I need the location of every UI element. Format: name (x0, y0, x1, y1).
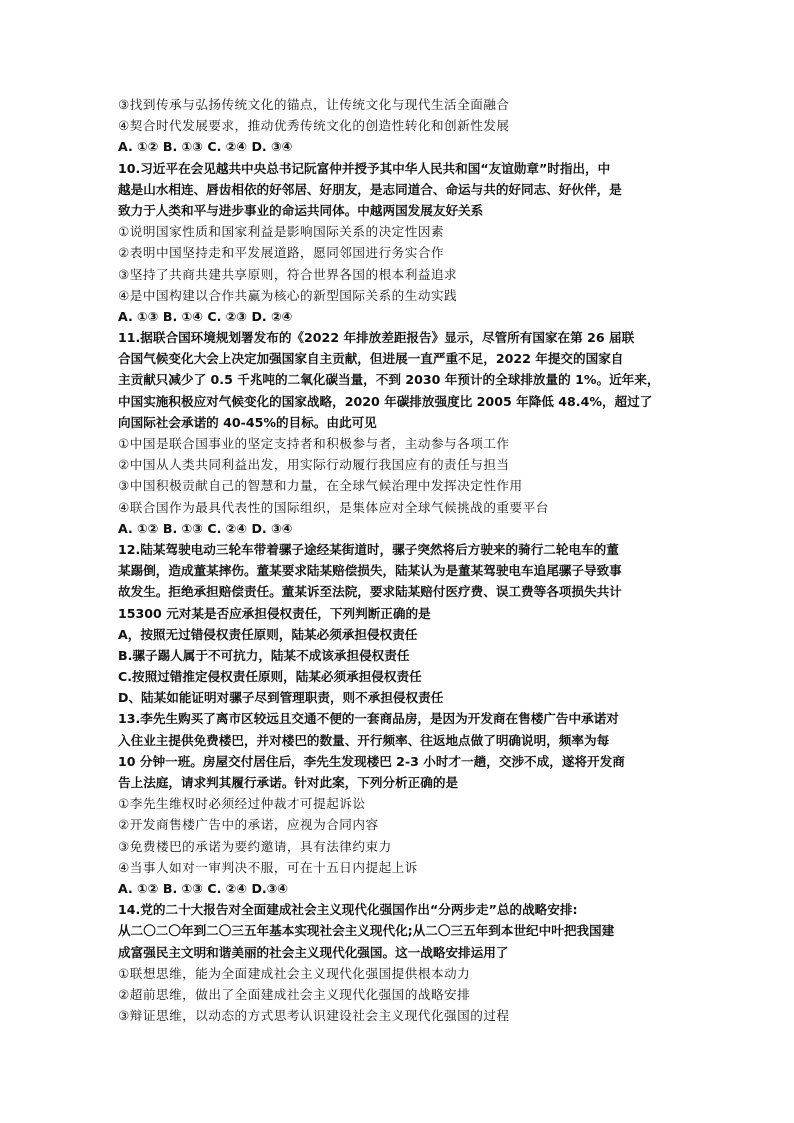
question-text-line: C.按照过错推定侵权责任原则，陆某必须承担侵权责任 (118, 669, 422, 685)
option-line: ③坚持了共商共建共享原则，符合世界各国的根本利益追求 (118, 266, 458, 282)
option-line: ④当事人如对一审判决不服，可在十五日内提起上诉 (118, 859, 418, 875)
question-text-line: 成富强民主文明和谐美丽的社会主义现代化强国。这一战略安排运用了 (118, 944, 509, 960)
option-line: ④是中国构建以合作共赢为核心的新型国际关系的生动实践 (118, 287, 458, 303)
question-text-line: 10 分钟一班。房屋交付居住后，李先生发现楼巴 2-3 小时才一趟，交涉不成，遂将开发商 (118, 753, 625, 769)
option-line: ②开发商售楼广告中的承诺，应视为合同内容 (118, 817, 379, 833)
answer-choices-line: A. ①② B. ①③ C. ②④ D.③④ (118, 880, 289, 896)
option-line: ②中国从人类共同利益出发，用实际行动履行我国应有的责任与担当 (118, 457, 510, 473)
question-text-line: 10.习近平在会见越共中央总书记阮富仲并授予其中华人民共和国“友谊勋章”时指出，中 (118, 160, 611, 176)
option-line: ④联合国作为最具代表性的国际组织，是集体应对全球气候挑战的重要平台 (118, 499, 549, 515)
answer-choices-line: A. ①③ B. ①④ C. ②③ D. ②④ (118, 308, 293, 324)
question-text-line: 11.据联合国环境规划署发布的《2022 年排放差距报告》显示，尽管所有国家在第 26 届联 (118, 330, 635, 346)
option-line: ③免费楼巴的承诺为要约邀请，具有法律约束力 (118, 838, 392, 854)
option-line: ③找到传承与弘扬传统文化的锚点，让传统文化与现代生活全面融合 (118, 97, 510, 112)
option-line: ③中国积极贡献自己的智慧和力量，在全球气候治理中发挥决定性作用 (118, 478, 523, 494)
option-line: ④契合时代发展要求，推动优秀传统文化的创造性转化和创新性发展 (118, 118, 510, 134)
question-text-line: 13.李先生购买了离市区较远且交通不便的一套商品房，是因为开发商在售楼广告中承诺对 (118, 711, 619, 727)
question-text-line: 合国气候变化大会上决定加强国家自主贡献，但进展一直严重不足，2022 年提交的国家自 (118, 351, 624, 367)
question-text-line: 从二〇二〇年到二〇三五年基本实现社会主义现代化;从二〇三五年到本世纪中叶把我国建 (118, 923, 615, 939)
question-text-line: 14.党的二十大报告对全面建成社会主义现代化强国作出“分两步走”总的战略安排: (118, 902, 578, 918)
option-line: ②超前思维，做出了全面建成社会主义现代化强国的战略安排 (118, 986, 471, 1002)
question-text-line: 入住业主提供免费楼巴，并对楼巴的数量、开行频率、往返地点做了明确说明，频率为每 (118, 732, 610, 748)
option-line: ①联想思维，能为全面建成社会主义现代化强国提供根本动力 (118, 965, 471, 981)
question-text-line: 向国际社会承诺的 40-45%的目标。由此可见 (118, 414, 377, 430)
exam-page (118, 94, 678, 1026)
option-line: ①李先生维权时必须经过仲裁才可提起诉讼 (118, 796, 366, 812)
question-text-line: B.骡子踢人属于不可抗力，陆某不成该承担侵权责任 (118, 647, 410, 663)
question-text-line: A，按照无过错侵权责任原则，陆某必须承担侵权责任 (118, 626, 418, 642)
question-text-line: 主贡献只减少了 0.5 千兆吨的二氧化碳当量，不到 2030 年预计的全球排放量的 1%。近年来， (118, 372, 660, 388)
question-text-line: 12.陆某驾驶电动三轮车带着骡子途经某街道时，骡子突然将后方驶来的骑行二轮电车的董 (118, 541, 619, 557)
answer-choices-line: A. ①② B. ①③ C. ②④ D. ③④ (118, 139, 293, 155)
answer-choices-line: A. ①② B. ①③ C. ②④ D. ③④ (118, 520, 293, 536)
option-line: ①说明国家性质和国家利益是影响国际关系的决定性因素 (118, 224, 445, 240)
question-text-line: 告上法庭，请求判其履行承诺。针对此案，下列分析正确的是 (118, 775, 459, 790)
option-line: ③辩证思维，以动态的方式思考认识建设社会主义现代化强国的过程 (118, 1008, 510, 1024)
question-text-line: 15300 元对某是否应承担侵权责任，下列判断正确的是 (118, 605, 431, 621)
question-text-line: D、陆某如能证明对骡子尽到管理职责，则不承担侵权责任 (118, 690, 444, 706)
question-text-line: 某踢倒，造成董某摔伤。董某要求陆某赔偿损失，陆某认为是董某驾驶电车追尾骡子导致事 (118, 563, 622, 579)
question-text-line: 越是山水相连、唇齿相依的好邻居、好朋友，是志同道合、命运与共的好同志、好伙伴，是 (118, 181, 622, 197)
question-text-line: 中国实施积极应对气候变化的国家战略，2020 年碳排放强度比 2005 年降低 48.4%，超过了 (118, 393, 653, 409)
question-text-line: 故发生。拒绝承担赔偿责任。董某诉至法院，要求陆某赔付医疗费、误工费等各项损失共计 (118, 584, 622, 600)
option-line: ①中国是联合国事业的坚定支持者和积极参与者，主动参与各项工作 (118, 436, 510, 451)
option-line: ②表明中国坚持走和平发展道路，愿同邻国进行务实合作 (118, 245, 445, 261)
question-text-line: 致力于人类和平与进步事业的命运共同体。中越两国发展友好关系 (118, 202, 484, 218)
